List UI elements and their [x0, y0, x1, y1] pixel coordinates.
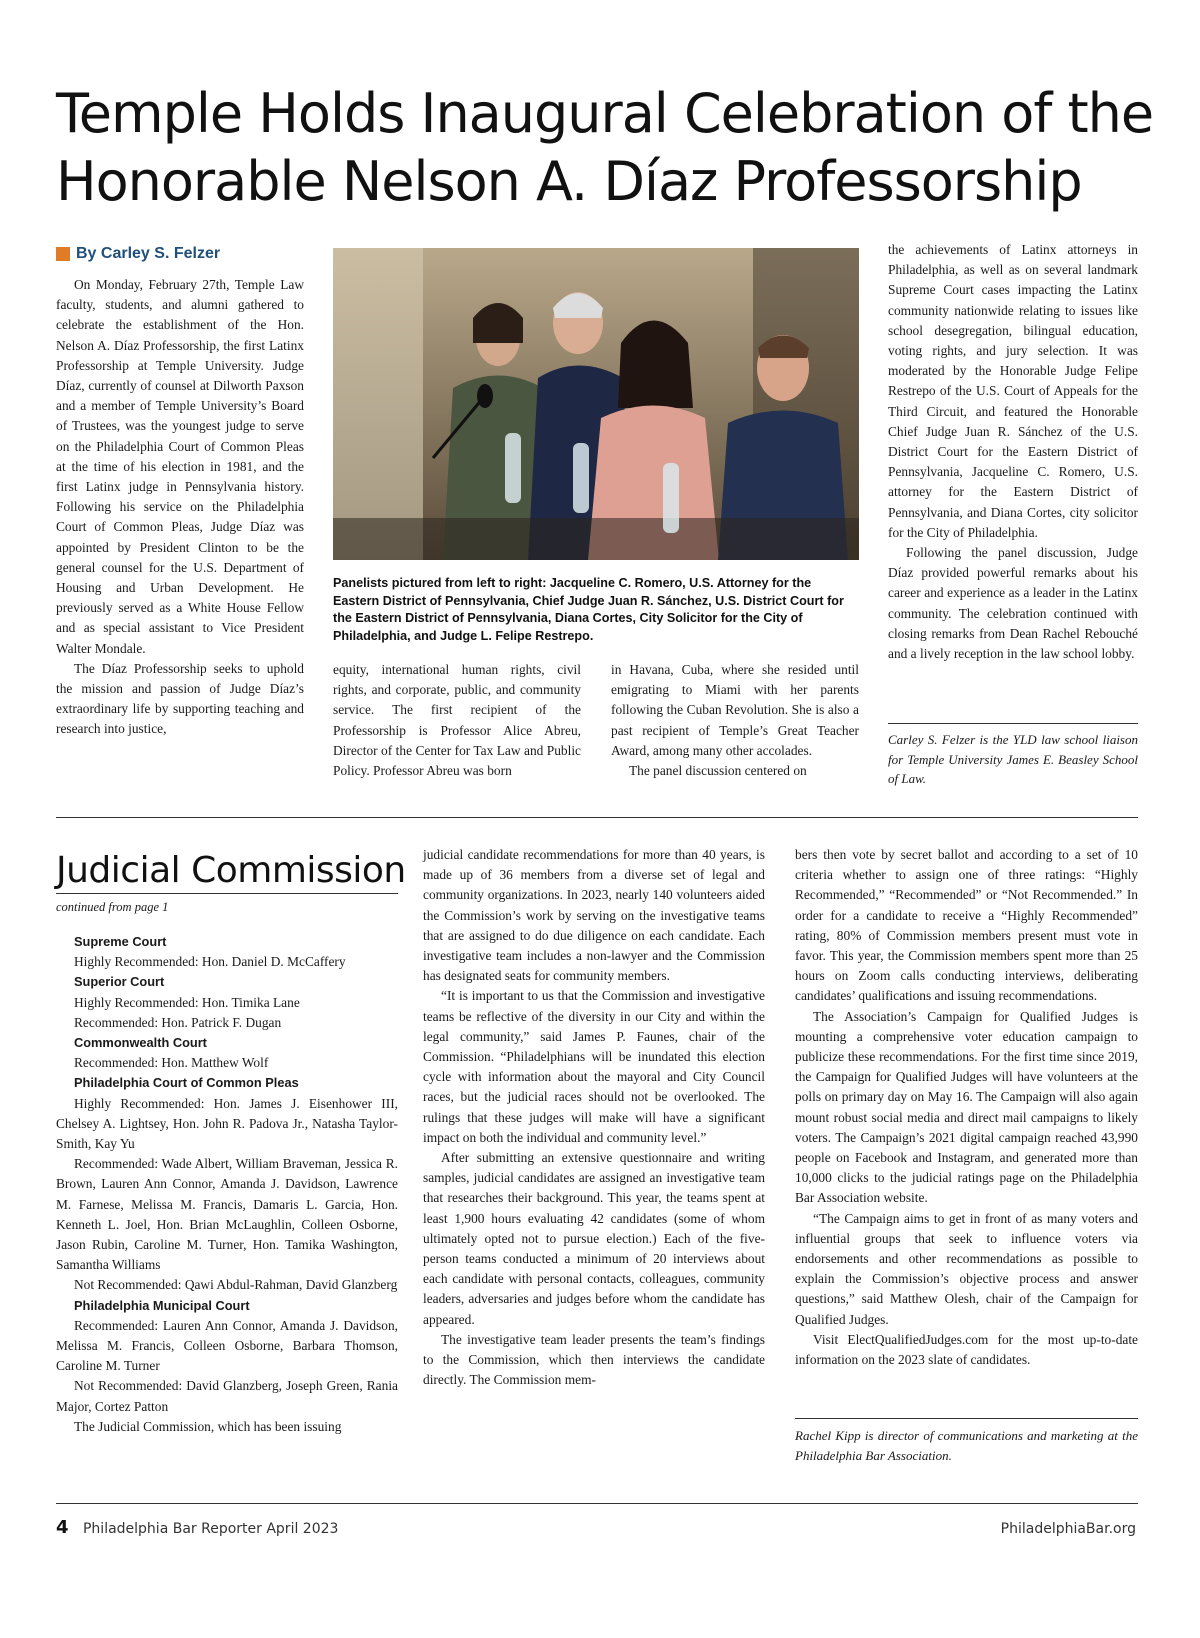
byline-text: By Carley S. Felzer	[76, 245, 221, 262]
article-paragraph: The panel discussion centered on	[629, 763, 807, 779]
article-paragraph: “The Campaign aims to get in front of as many voters and influential groups that seek to influence voters via endorsements and other recommendations as possible to explain the Commission’s objective process and answer questions,” said Matthew Olesh, chair of the Campaign for Qualified Judges.	[795, 1210, 1138, 1327]
commission-column-2	[423, 845, 765, 1390]
article-paragraph: The Judicial Commission, which has been issuing	[74, 1418, 342, 1434]
article-paragraph: The Díaz Professorship seeks to uphold the mission and passion of Judge Díaz’s extraordinary life by supporting teaching and research into justice,	[56, 660, 304, 737]
author-bio: Carley S. Felzer is the YLD law school liaison for Temple University James E. Beasley School of Law.	[888, 732, 1138, 786]
article-paragraph: After submitting an extensive questionnaire and writing samples, judicial candidates are assigned an investigative team that researches their background. This year, the teams spent at least 1,900 hours evaluating 42 candidates (some of whom ultimately opted not to pursue election.) Each of the five-person teams conducted a minimum of 20 interviews about each candidate with personal contacts, colleagues, community leaders, adversaries and judges before whom the candidate has appeared.	[423, 1150, 765, 1327]
recommendation-line: Recommended: Hon. Patrick F. Dugan	[74, 1014, 282, 1030]
court-heading: Superior Court	[74, 974, 165, 990]
article-paragraph: The Association’s Campaign for Qualified Judges is mounting a comprehensive voter education campaign to publicize these recommendations. For the first time since 2019, the Campaign for Qualified Judges will have volunteers at the polls on primary day on May 16. The Campaign will also again mount robust social media and direct mail campaigns to likely voters. The Campaign’s 2021 digital campaign reached 43,990 people on Facebook and Instagram, and generated more than 10,000 clicks to the judicial ratings page on the Philadelphia Bar Association website.	[795, 1008, 1138, 1206]
bio-divider	[888, 723, 1138, 724]
headline-line-2: Honorable Nelson A. Díaz Professorship	[56, 150, 1082, 213]
article-paragraph: bers then vote by secret ballot and according to a set of 10 criteria whether to assign one of three ratings: “Highly Recommended,” “Recommended” or “Not Recommended.” In order for a candidate to receive a “Highly Recommended” rating, 80% of Commission members present must vote in favor. This year, the Commission members spent more than 25 hours on Zoom calls conducting interviews, deliberating candidates’ qualifications and issuing recommendations.	[795, 847, 1138, 1004]
bio-divider	[795, 1418, 1138, 1419]
article-paragraph: equity, international human rights, civil rights, and corporate, public, and community service. The first recipient of the Professorship is Professor Alice Abreu, Director of the Center for Tax Law and Public Policy. Professor Abreu was born	[333, 662, 581, 779]
article-paragraph: Following the panel discussion, Judge Díaz provided powerful remarks about his career and experience as a leader in the Latinx community. The celebration continued with closing remarks from Dean Rachel Rebouché and a lively reception in the law school lobby.	[888, 545, 1138, 662]
article-paragraph: On Monday, February 27th, Temple Law faculty, students, and alumni gathered to celebrate the establishment of the Hon. Nelson A. Díaz Professorship, the first Latinx Professorship at Temple University. Judge Díaz, currently of counsel at Dilworth Paxson and a member of Temple University’s Board of Trustees, was the youngest judge to serve on the Philadelphia Court of Common Pleas at the time of his election in 1981, and the first Latinx judge in Pennsylvania history. Following his service on the Philadelphia Court of Common Pleas, Judge Díaz was appointed by President Clinton to be the general counsel for the U.S. Department of Housing and Urban Development. He previously served as a White House Fellow and as special assistant to Vice President Walter Mondale.	[56, 277, 304, 656]
panelists-illustration	[333, 248, 859, 560]
photo-caption: Panelists pictured from left to right: Jacqueline C. Romero, U.S. Attorney for the Eastern District of Pennsylvania, Chief Judge Juan R. Sánchez, U.S. District Court for the Eastern District of Pennsylvania, Diana Cortes, City Solicitor for the City of Philadelphia, and Judge L. Felipe Restrepo.	[333, 576, 844, 643]
headline-line-1: Temple Holds Inaugural Celebration of the	[56, 82, 1154, 145]
page-footer	[56, 1517, 1136, 1538]
continued-note: continued from page 1	[56, 900, 169, 914]
article-column-1	[56, 275, 304, 740]
article-paragraph: Visit ElectQualifiedJudges.com for the most up-to-date information on the 2023 slate of candidates.	[795, 1331, 1138, 1368]
author-bio: Rachel Kipp is director of communications and marketing at the Philadelphia Bar Association.	[795, 1428, 1138, 1463]
article-paragraph: in Havana, Cuba, where she resided until emigrating to Miami with her parents following the Cuban Revolution. She is also a past recipient of Temple’s Great Teacher Award, among many other accolades.	[611, 662, 859, 758]
recommendation-line: Recommended: Wade Albert, William Braveman, Jessica R. Brown, Lauren Ann Connor, Amanda J. Davidson, Lawrence M. Farnese, Melissa M. Francis, Damaris L. Garcia, Hon. Kenneth L. Joel, Hon. Brian McLaughlin, Colleen Osborne, Jason Rubin, Caroline M. Turner, Hon. Tamika Washington, Samantha Williams	[56, 1156, 398, 1273]
footer-divider	[56, 1503, 1138, 1504]
title-underline	[56, 893, 398, 894]
article-column-3	[611, 660, 859, 781]
recommendation-line: Highly Recommended: Hon. James J. Eisenhower III, Chelsey A. Lightsey, Hon. John R. Padova Jr., Natasha Taylor-Smith, Kay Yu	[56, 1095, 398, 1152]
footer-left	[56, 1517, 338, 1538]
section-title: Judicial Commission	[56, 850, 406, 891]
article-headline	[56, 80, 1166, 216]
page-number: 4	[56, 1517, 69, 1538]
recommendation-line: Highly Recommended: Hon. Daniel D. McCaffery	[74, 954, 346, 970]
recommendation-line: Highly Recommended: Hon. Timika Lane	[74, 994, 300, 1010]
court-heading: Commonwealth Court	[74, 1035, 207, 1051]
court-heading: Supreme Court	[74, 934, 167, 949]
footer-website: PhiladelphiaBar.org	[1000, 1521, 1136, 1537]
article-paragraph: the achievements of Latinx attorneys in Philadelphia, as well as on several landmark Supreme Court cases impacting the Latinx community nationwide relating to issues like school desegregation, bilingual education, voting rights, and jury selection. It was moderated by the Honorable Judge Felipe Restrepo of the U.S. Court of Appeals for the Third Circuit, and featured the Honorable Chief Judge Juan R. Sánchez of the U.S. District Court for the Eastern District of Pennsylvania, Jacqueline C. Romero, U.S. attorney for the Eastern District of Pennsylvania, and Diana Cortes, city solicitor for the City of Philadelphia.	[888, 242, 1138, 540]
article-paragraph: The investigative team leader presents the team’s findings to the Commission, which then interviews the candidate directly. The Commission mem-	[423, 1331, 765, 1388]
panel-photo	[333, 248, 859, 560]
recommendation-line: Recommended: Lauren Ann Connor, Amanda J. Davidson, Melissa M. Francis, Colleen Osborne, Barbara Thomson, Caroline M. Turner	[56, 1317, 398, 1374]
byline-square-icon	[56, 247, 70, 261]
commission-column-3	[795, 845, 1138, 1370]
recommendation-line: Not Recommended: Qawi Abdul-Rahman, David Glanzberg	[74, 1277, 398, 1293]
byline	[56, 245, 220, 263]
article-column-2	[333, 660, 581, 781]
section-divider	[56, 817, 1138, 818]
recommendation-line: Recommended: Hon. Matthew Wolf	[74, 1055, 269, 1071]
article-paragraph: “It is important to us that the Commission and investigative teams be reflective of the diversity in our City and within the legal community,” said James P. Faunes, chair of the Commission. “Philadelphians will be inundated this election cycle with information about the mayoral and City Council races, but the judicial races should not be overlooked. The rulings that these judges will make will have a significant impact on both the individual and community level.”	[423, 988, 765, 1145]
court-heading: Philadelphia Municipal Court	[74, 1297, 250, 1313]
publication-info: Philadelphia Bar Reporter April 2023	[82, 1521, 339, 1537]
court-heading: Philadelphia Court of Common Pleas	[74, 1075, 299, 1091]
commission-column-1	[56, 932, 398, 1437]
article-column-4	[888, 240, 1138, 664]
recommendation-line: Not Recommended: David Glanzberg, Joseph Green, Rania Major, Cortez Patton	[56, 1378, 398, 1414]
article-paragraph: judicial candidate recommendations for more than 40 years, is made up of 36 members from a diverse set of legal and community organizations. In 2023, nearly 140 volunteers aided the Commission’s work by serving on the investigative teams that are assigned to do due diligence on each candidate. Each investigative team includes a non-lawyer and the Commission has designated seats for community members.	[423, 847, 765, 984]
